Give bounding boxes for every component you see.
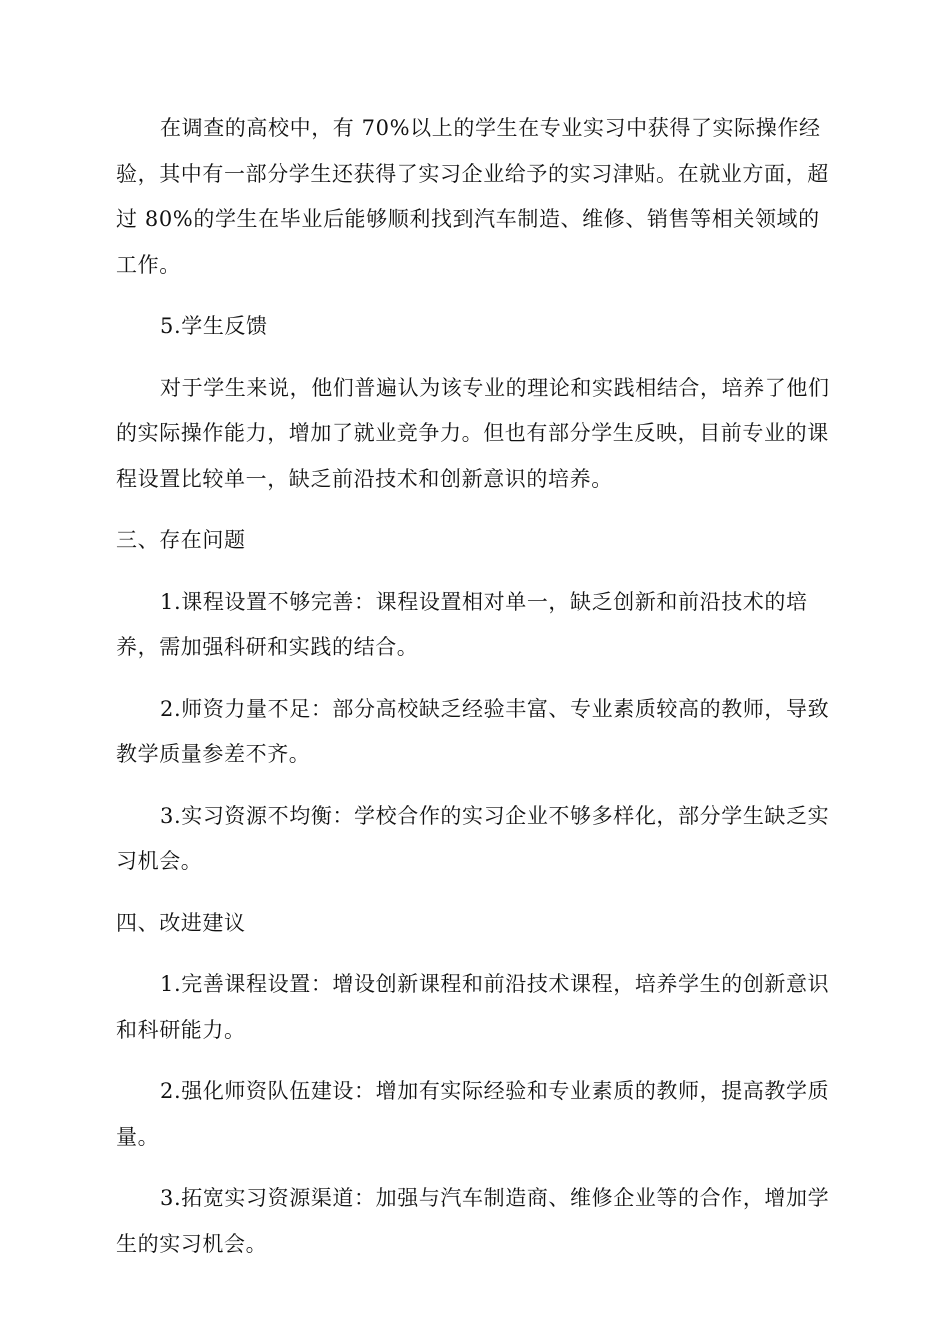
paragraph-student-feedback: 对于学生来说，他们普遍认为该专业的理论和实践相结合，培养了他们的实际操作能力，增加了就业竞争力。但也有部分学生反映，目前专业的课程设置比较单一，缺乏前沿技术和创新意识的培养。 xyxy=(116,375,830,491)
list-item-suggestion-3: 3.拓宽实习资源渠道：加强与汽车制造商、维修企业等的合作，增加学生的实习机会。 xyxy=(116,1186,830,1256)
section-heading-student-feedback: 5.学生反馈 xyxy=(160,314,268,338)
list-item-suggestion-1: 1.完善课程设置：增设创新课程和前沿技术课程，培养学生的创新意识和科研能力。 xyxy=(116,972,830,1042)
list-item-problem-1: 1.课程设置不够完善：课程设置相对单一，缺乏创新和前沿技术的培养，需加强科研和实践的结合。 xyxy=(116,589,808,659)
list-item-suggestion-2: 2.强化师资队伍建设：增加有实际经验和专业素质的教师，提高教学质量。 xyxy=(116,1079,830,1149)
section-heading-problems: 三、存在问题 xyxy=(116,528,246,552)
section-heading-suggestions: 四、改进建议 xyxy=(116,910,246,935)
document-page xyxy=(116,106,836,1283)
list-item-problem-3: 3.实习资源不均衡：学校合作的实习企业不够多样化，部分学生缺乏实习机会。 xyxy=(116,803,830,873)
paragraph-internship-results: 在调查的高校中，有 70%以上的学生在专业实习中获得了实际操作经验，其中有一部分学生还获得了实习企业给予的实习津贴。在就业方面，超过 80%的学生在毕业后能够顺利找到汽车制造、维修、销售等相关领域的工作。 xyxy=(116,116,829,277)
list-item-problem-2: 2.师资力量不足：部分高校缺乏经验丰富、专业素质较高的教师，导致教学质量参差不齐。 xyxy=(116,696,830,766)
